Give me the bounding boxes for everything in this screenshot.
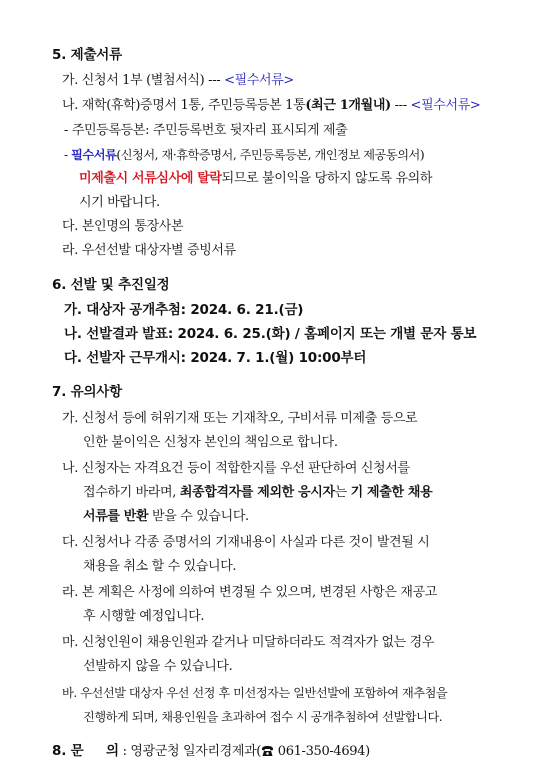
section-7-title: 7. 유의사항 <box>52 384 122 400</box>
s7-da-line-2: 채용을 취소 할 수 있습니다. <box>83 559 237 574</box>
phone-icon <box>261 745 274 763</box>
s7-ma-line-1: 마. 신청인원이 채용인원과 같거나 미달하더라도 적격자가 없는 경우 <box>62 635 435 650</box>
s5-note-3-rest: 되므로 불이익을 당하지 않도록 유의하 <box>221 171 433 186</box>
s7-ba-line-2: 진행하게 되며, 채용인원을 초과하여 접수 시 공개추첨하여 선발합니다. <box>83 710 443 724</box>
s5-na-dash: --- <box>390 98 411 113</box>
s7-na-line-1: 나. 신청자는 자격요건 등이 적합한지를 우선 판단하여 신청서를 <box>62 461 410 476</box>
section-6-title: 6. 선발 및 추진일정 <box>52 277 170 293</box>
s7-ga-line-2: 인한 불이익은 신청자 본인의 책임으로 합니다. <box>83 435 338 450</box>
s5-item-ga <box>62 72 294 90</box>
s5-note-4: 시기 바랍니다. <box>79 195 160 210</box>
s7-na-3b: 받을 수 있습니다. <box>148 509 249 524</box>
s8-phone-number: 061-350-4694) <box>274 744 370 759</box>
s5-item-na <box>62 97 480 115</box>
s6-item-ga: 가. 대상자 공개추첨: 2024. 6. 21.(금) <box>64 302 304 318</box>
s5-note-3-warning: 미제출시 서류심사에 탈락 <box>79 171 222 186</box>
section-8-title: 8. 문 의 <box>52 743 119 759</box>
s5-note-2-required: 필수서류 <box>71 148 117 162</box>
s8-colon: : <box>118 744 131 759</box>
s7-na-2b: 최종합격자를 제외한 응시자 <box>179 485 335 500</box>
s7-na-line-2 <box>83 484 432 502</box>
s7-ma-line-2: 선발하지 않을 수 있습니다. <box>83 659 233 674</box>
s5-ga-text: 가. 신청서 1부 (별첨서식) --- <box>62 73 225 88</box>
s5-note-2-dash: - <box>64 148 72 162</box>
s5-na-text: 나. 재학(휴학)증명서 1통, 주민등록등본 1통 <box>62 98 306 113</box>
s8-department: 영광군청 일자리경제과( <box>130 744 262 759</box>
section-8-contact <box>52 742 370 763</box>
s5-note-3 <box>79 170 432 188</box>
s5-note-2-rest: (신청서, 재·휴학증명서, 주민등록등본, 개인정보 제공동의서) <box>116 148 425 162</box>
s5-note-2 <box>64 146 424 164</box>
s7-ga-line-1: 가. 신청서 등에 허위기재 또는 기재착오, 구비서류 미제출 등으로 <box>62 411 418 426</box>
s5-note-1: - 주민등록등본: 주민등록번호 뒷자리 표시되게 제출 <box>64 123 348 138</box>
s7-na-2a: 접수하기 바라며, <box>83 485 180 500</box>
s7-na-2d: 기 제출한 채용 <box>350 485 433 500</box>
s5-item-ra: 라. 우선선발 대상자별 증빙서류 <box>62 243 236 258</box>
s7-ra-line-1: 라. 본 계획은 사정에 의하여 변경될 수 있으며, 변경된 사항은 재공고 <box>62 585 438 600</box>
s7-ba-line-1: 바. 우선선발 대상자 우선 선정 후 미선정자는 일반선발에 포함하여 재추첨을 <box>62 686 448 700</box>
section-5-title: 5. 제출서류 <box>52 47 122 63</box>
s6-item-da: 다. 선발자 근무개시: 2024. 7. 1.(월) 10:00부터 <box>64 350 367 366</box>
s6-item-na: 나. 선발결과 발표: 2024. 6. 25.(화) / 홈페이지 또는 개별 문자 통보 <box>64 326 477 342</box>
s5-item-da: 다. 본인명의 통장사본 <box>62 219 184 234</box>
s5-ga-required-tag: <필수서류> <box>224 73 294 88</box>
s5-na-bold: (최근 1개월내) <box>305 98 391 113</box>
s7-na-line-3 <box>83 508 249 526</box>
s5-na-required-tag: <필수서류> <box>410 98 481 113</box>
s7-ra-line-2: 후 시행할 예정입니다. <box>83 609 205 624</box>
s7-na-3a: 서류를 반환 <box>83 509 149 524</box>
s7-da-line-1: 다. 신청서나 각종 증명서의 기재내용이 사실과 다른 것이 발견될 시 <box>62 535 430 550</box>
s7-na-2c: 는 <box>334 485 351 500</box>
